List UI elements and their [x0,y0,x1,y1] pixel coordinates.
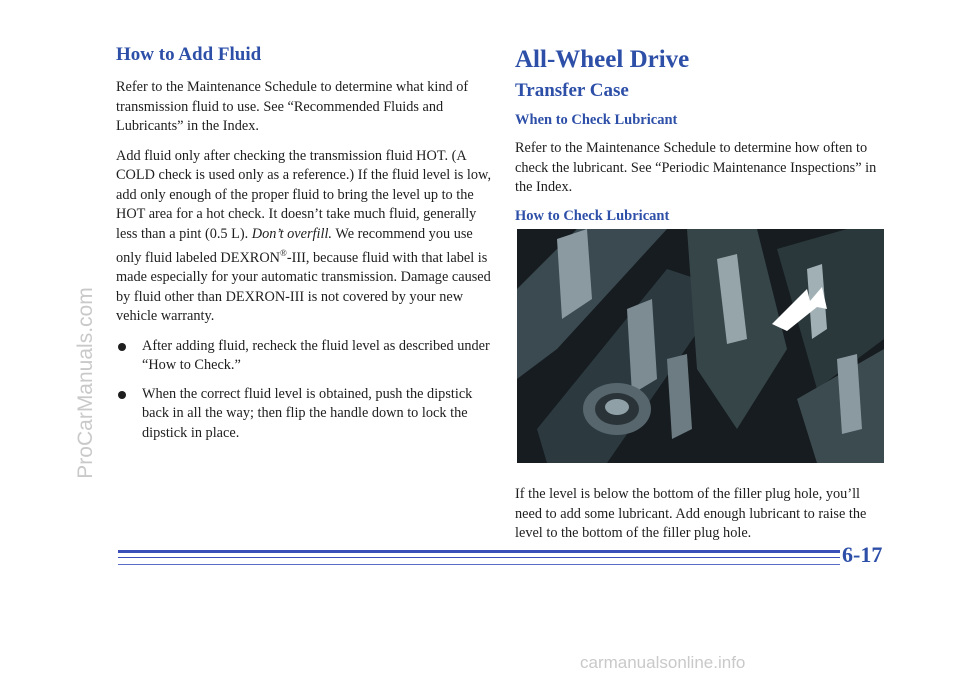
how-to-add-fluid-heading: How to Add Fluid [116,44,262,65]
list-item: When the correct fluid level is obtained, push the dipstick back in all the way; then flip the handle down to lock the dipstick in place. [116,385,496,444]
right-column [515,46,890,235]
bullet-icon [118,343,126,351]
transfer-case-heading: Transfer Case [515,80,629,101]
transfer-case-photo-drawing [517,229,884,463]
footer-rule [118,550,840,553]
filler-plug-caption: If the level is below the bottom of the filler plug hole, you’ll need to add some lubricant. Add enough lubricant to raise the level to the bottom of the filler plug hole. [515,486,867,541]
bullet-list [116,337,496,444]
when-to-check-paragraph: Refer to the Maintenance Schedule to determine how often to check the lubricant. See “Periodic Maintenance Inspections” in the Index. [515,140,877,195]
footer-rule [118,557,840,558]
add-fluid-paragraph-1: Refer to the Maintenance Schedule to determine what kind of transmission fluid to use. See “Recommended Fluids and Lubricants” in the Index. [116,79,469,134]
add-fluid-paragraph-2: Add fluid only after checking the transmission fluid HOT. (A COLD check is used only as a reference.) If the fluid level is low, add only enough of the proper fluid to bring the level up to the HOT area for a hot check. It doesn’t take much fluid, generally less than a pint (0.5 L). Don’t overfill. We recommend you use only fluid labeled DEXRON®-III, because fluid with that label is made especially for your automatic transmission. Damage caused by fluid other than DEXRON-III is not covered by your new vehicle warranty. [116,147,492,325]
footer-rule [118,564,840,565]
page-number: 6-17 [842,542,883,567]
watermark-vertical: ProCarManuals.com [74,287,97,479]
watermark-bottom: carmanualsonline.info [580,653,746,672]
left-column [116,44,496,452]
all-wheel-drive-title: All-Wheel Drive [515,46,690,73]
bullet-icon [118,391,126,399]
how-to-check-heading: How to Check Lubricant [515,207,670,224]
transfer-case-photo [517,229,884,463]
when-to-check-heading: When to Check Lubricant [515,112,678,128]
list-item: After adding fluid, recheck the fluid level as described under “How to Check.” [116,337,496,376]
